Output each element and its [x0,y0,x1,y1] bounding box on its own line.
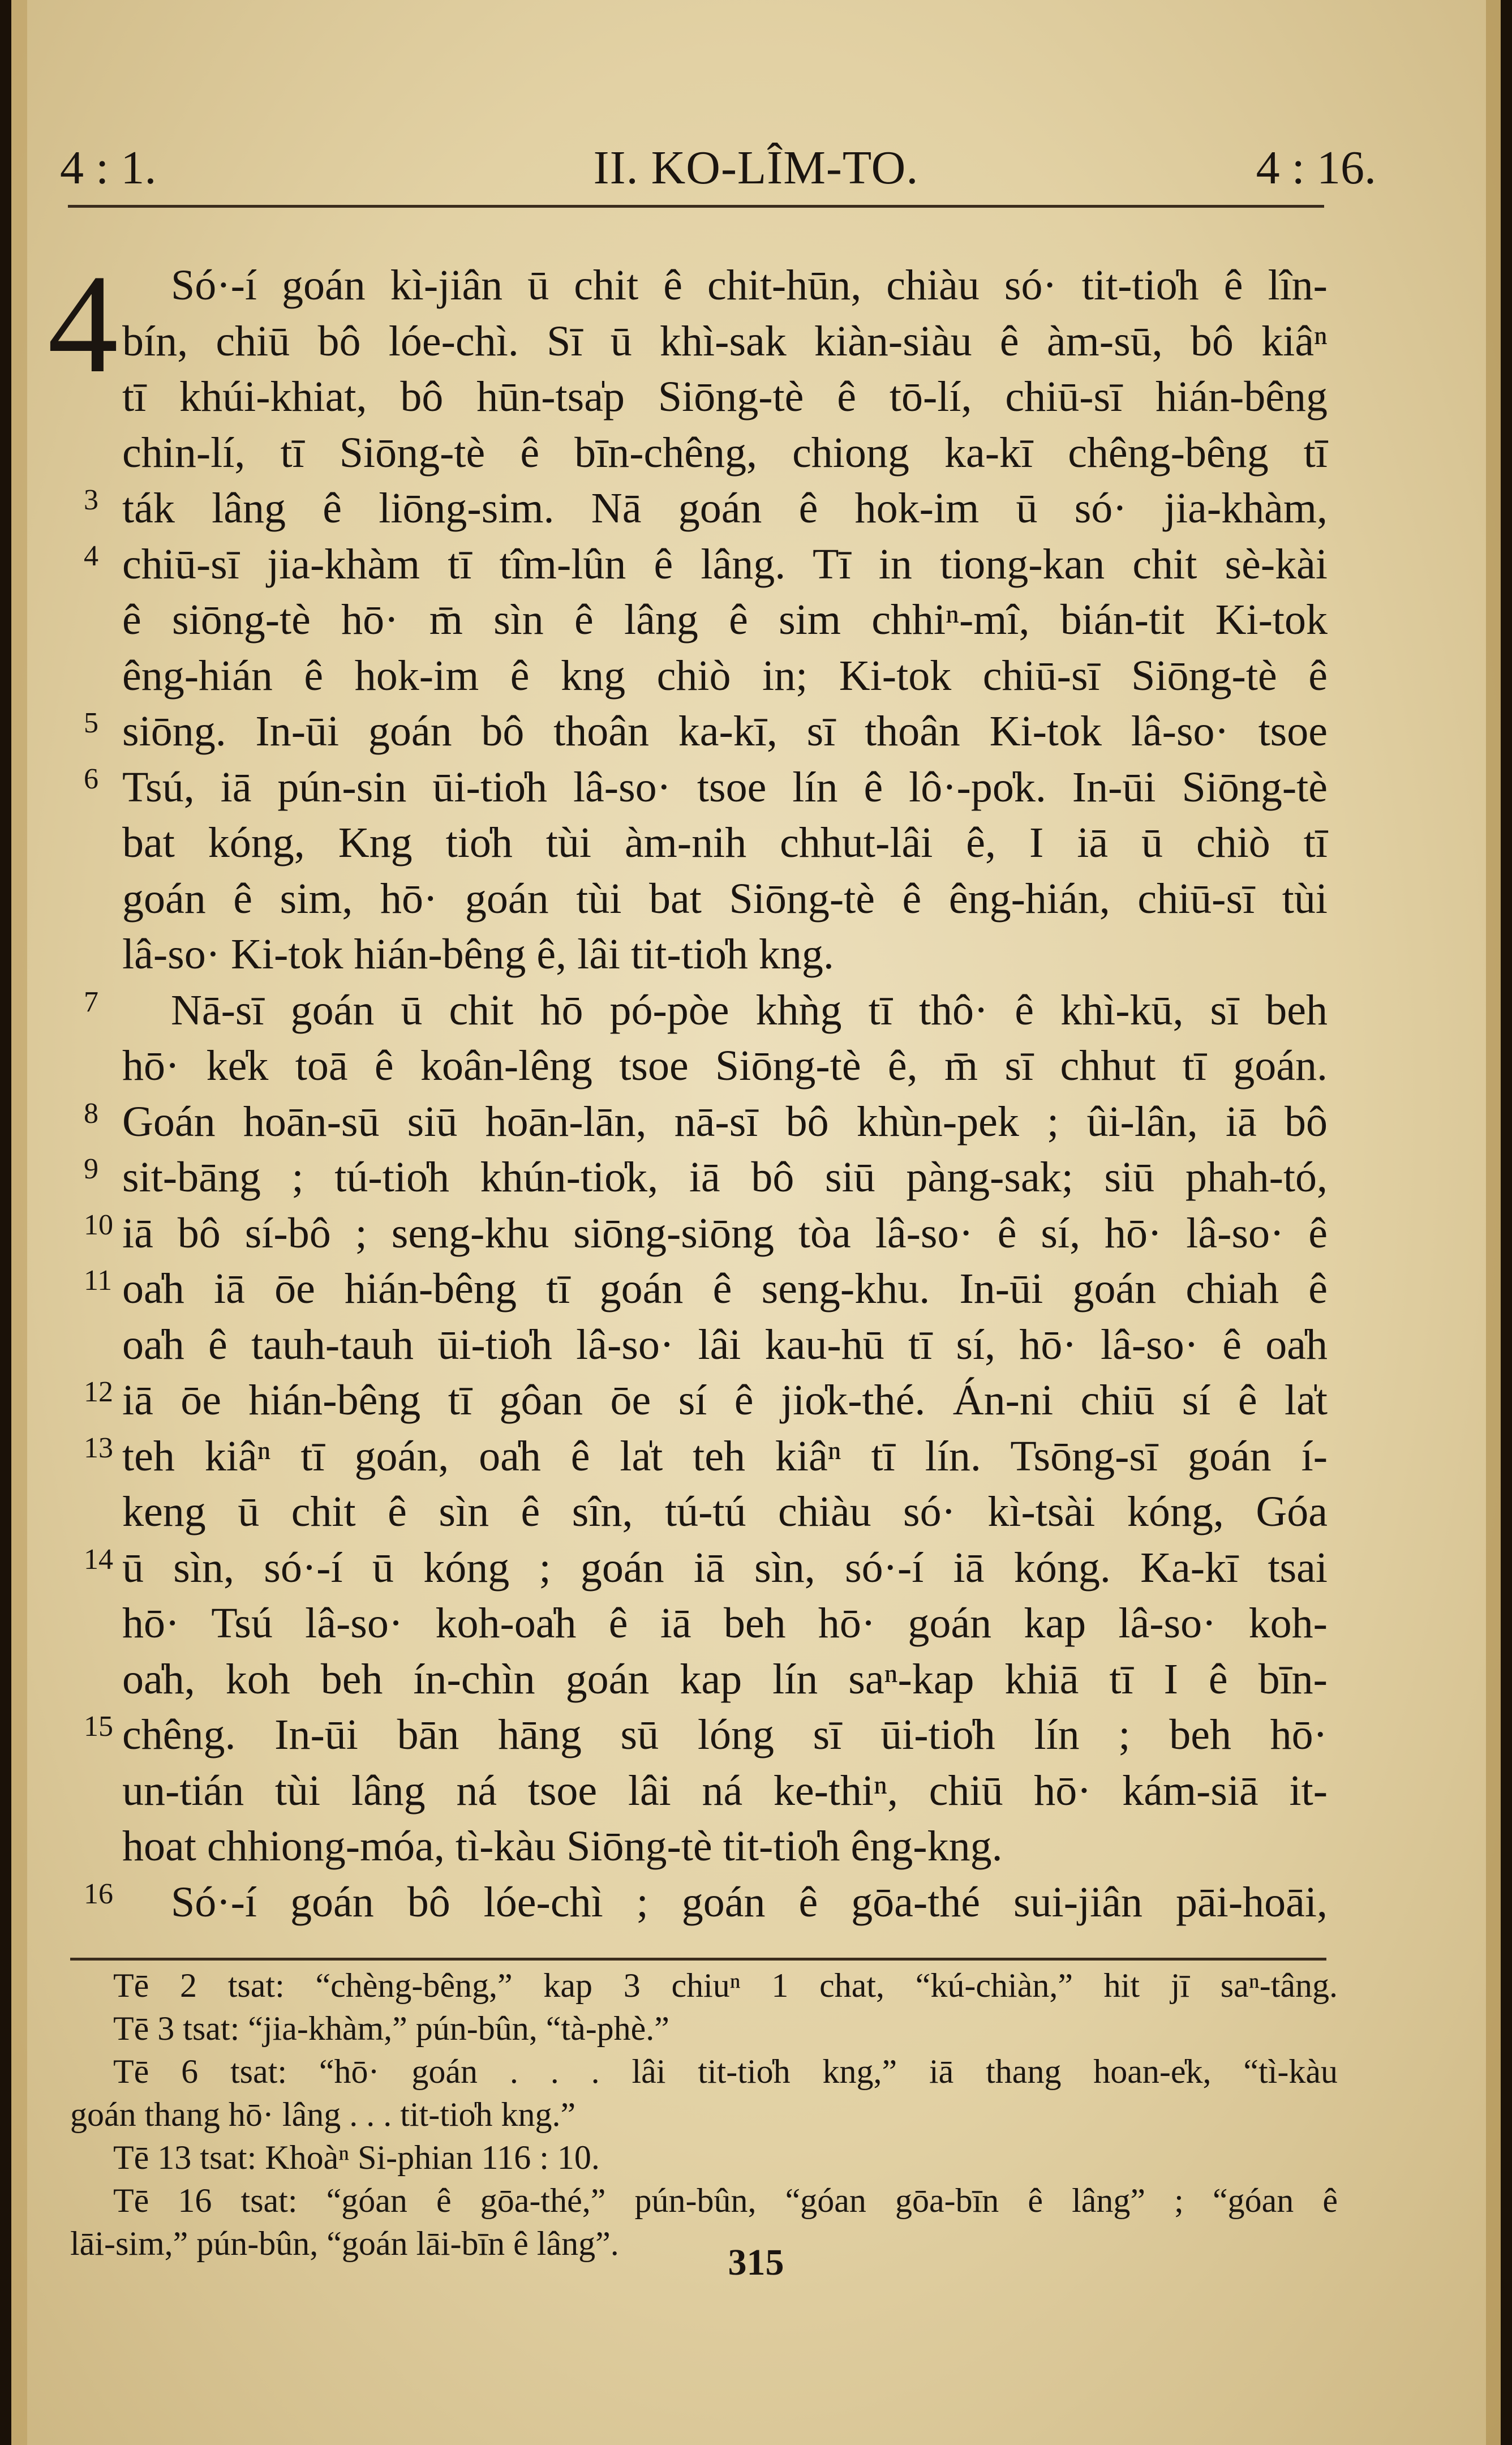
verse-text [84,258,1328,1930]
line-text: Só·-í goán kì-jiân ū chit ê chit-hūn, chiàu só· tit-tio̍h ê lîn- [171,261,1328,309]
line-text: Nā-sī goán ū chit hō pó-pòe khǹg tī thô· ê khì-kū, sī beh [171,986,1328,1034]
right-reference: 4 : 16. [1256,141,1376,194]
text-line [84,983,1328,1039]
text-line [84,1707,1328,1763]
text-line [84,481,1328,537]
line-text: lâ-so· Ki-tok hián-bêng ê, lâi tit-tio̍h kng. [122,930,834,978]
text-line [122,1595,1328,1652]
verse-number: 14 [84,1543,113,1576]
footnote-line: goán thang hō· lâng . . . tit-tio̍h kng.” [70,2096,576,2133]
text-line [122,1763,1328,1819]
text-line [84,1372,1328,1429]
line-text: hō· Tsú lâ-so· koh-oa̍h ê iā beh hō· goán kap lâ-so· koh- [122,1599,1328,1647]
line-text: bat kóng, Kng tio̍h tùi àm-nih chhut-lâi ê, I iā ū chiò tī [122,819,1328,867]
text-line [122,258,1328,314]
running-head [11,140,1501,197]
footnote-line: Tē 16 tsat: “góan ê gōa-thé,” pún-bûn, “góan gōa-bīn ê lâng” ; “góan ê [113,2182,1338,2219]
text-line [122,815,1328,871]
footnote-line: lāi-sim,” pún-bûn, “goán lāi-bīn ê lâng”. [70,2225,619,2262]
line-text: bín, chiū bô lóe-chì. Sī ū khì-sak kiàn-siàu ê àm-sū, bô kiâⁿ [122,317,1328,365]
book-title: II. KO-LÎM-TO. [593,141,919,194]
line-text: Só·-í goán bô lóe-chì ; goán ê gōa-thé sui-jiân pāi-hoāi, [171,1878,1328,1926]
line-text: tī khúi-khiat, bô hūn-tsa̍p Siōng-tè ê tō-lí, chiū-sī hián-bêng [122,373,1328,421]
text-line [122,871,1328,927]
text-line [84,537,1328,593]
line-text: goán ê sim, hō· goán tùi bat Siōng-tè ê êng-hián, chiū-sī tùi [122,874,1328,923]
footnotes [70,1964,1338,2265]
text-line [122,592,1328,648]
page-number: 315 [728,2242,784,2283]
line-text: êng-hián ê hok-im ê kng chiò in; Ki-tok chiū-sī Siōng-tè ê [122,651,1328,700]
verse-number: 6 [84,762,98,795]
footnote-line: Tē 3 tsat: “jia-khàm,” pún-bûn, “tà-phè.” [113,2010,669,2047]
header-rule [68,205,1324,208]
footnote-rule [70,1958,1326,1961]
verse-number: 13 [84,1431,113,1464]
text-line [122,369,1328,425]
line-text: iā bô sí-bô ; seng-khu siōng-siōng tòa lâ-so· ê sí, hō· lâ-so· ê [122,1209,1328,1257]
text-line [84,704,1328,760]
footnote-line: Tē 6 tsat: “hō· goán . . . lâi tit-tio̍h kng,” iā thang hoan-e̍k, “tì-kàu [113,2053,1338,2090]
verse-number: 15 [84,1710,113,1743]
line-text: chin-lí, tī Siōng-tè ê bīn-chêng, chiong ka-kī chêng-bêng tī [122,428,1328,477]
verse-number: 12 [84,1376,113,1408]
page-edge-shadow [1486,0,1501,2445]
verse-number: 5 [84,707,98,739]
line-text: sit-bāng ; tú-tio̍h khún-tio̍k, iā bô siū pàng-sak; siū phah-tó, [122,1153,1328,1201]
line-text: hō· ke̍k toā ê koân-lêng tsoe Siōng-tè ê, m̄ sī chhut tī goán. [122,1042,1328,1089]
line-text: hoat chhiong-móa, tì-kàu Siōng-tè tit-tio̍h êng-kng. [122,1822,1003,1870]
text-line [84,1149,1328,1206]
line-text: teh kiâⁿ tī goán, oa̍h ê la̍t teh kiâⁿ tī lín. Tsōng-sī goán í- [122,1432,1328,1480]
verse-number: 4 [84,539,98,572]
line-text: ê siōng-tè hō· m̄ sìn ê lâng ê sim chhiⁿ-mî, bián-tit Ki-tok [122,596,1328,644]
verse-number: 7 [84,985,98,1018]
text-line [122,1652,1328,1708]
text-line [84,760,1328,816]
line-text: oa̍h, koh beh ín-chìn goán kap lín saⁿ-kap khiā tī I ê bīn- [122,1655,1328,1703]
text-line [122,425,1328,481]
text-line [84,1429,1328,1485]
line-text: chiū-sī jia-khàm tī tîm-lûn ê lâng. Tī in tiong-kan chit sè-kài [122,540,1328,588]
footnote-line: Tē 13 tsat: Khoàⁿ Si-phian 116 : 10. [113,2139,600,2176]
line-text: oa̍h iā ōe hián-bêng tī goán ê seng-khu. In-ūi goán chiah ê [122,1265,1328,1312]
text-line [122,1484,1328,1540]
text-line [122,926,1328,983]
verse-number: 11 [84,1264,113,1297]
verse-number: 9 [84,1153,98,1185]
line-text: chêng. In-ūi bān hāng sū lóng sī ūi-tio̍h lín ; beh hō· [122,1711,1328,1758]
text-line [122,314,1328,370]
text-line [84,1261,1328,1317]
text-line [84,1206,1328,1262]
text-line [84,1874,1328,1931]
line-text: siōng. In-ūi goán bô thoân ka-kī, sī thoân Ki-tok lâ-so· tsoe [122,707,1328,755]
verse-number: 10 [84,1208,113,1241]
text-line [122,1038,1328,1094]
left-reference: 4 : 1. [60,141,157,194]
line-text: oa̍h ê tauh-tauh ūi-tio̍h lâ-so· lâi kau-hū tī sí, hō· lâ-so· ê oa̍h [122,1320,1328,1369]
footnote-line: Tē 2 tsat: “chèng-bêng,” kap 3 chiuⁿ 1 chat, “kú-chiàn,” hit jī saⁿ-tâng. [113,1967,1338,2004]
verse-number: 8 [84,1097,98,1130]
line-text: Tsú, iā pún-sin ūi-tio̍h lâ-so· tsoe lín ê lô·-po̍k. In-ūi Siōng-tè [122,763,1328,811]
verse-number: 16 [84,1877,113,1910]
text-line [122,648,1328,704]
text-line [122,1317,1328,1373]
line-text: ták lâng ê liōng-sim. Nā goán ê hok-im ū só· jia-khàm, [122,484,1328,532]
text-line [122,1818,1328,1874]
scanned-page [11,0,1501,2445]
chapter-number: 4 [48,246,118,402]
page-edge-shadow [11,0,27,2445]
verse-number: 3 [84,484,98,516]
line-text: un-tián tùi lâng ná tsoe lâi ná ke-thiⁿ, chiū hō· kám-siā it- [122,1766,1328,1815]
line-text: iā ōe hián-bêng tī gôan ōe sí ê jio̍k-thé. Án-ni chiū sí ê la̍t [122,1376,1328,1424]
line-text: Goán hoān-sū siū hoān-lān, nā-sī bô khùn-pek ; ûi-lân, iā bô [122,1097,1328,1146]
text-line [84,1094,1328,1150]
line-text: keng ū chit ê sìn ê sîn, tú-tú chiàu só· kì-tsài kóng, Góa [122,1488,1328,1535]
text-line [84,1540,1328,1596]
line-text: ū sìn, só·-í ū kóng ; goán iā sìn, só·-í iā kóng. Ka-kī tsai [122,1543,1328,1592]
